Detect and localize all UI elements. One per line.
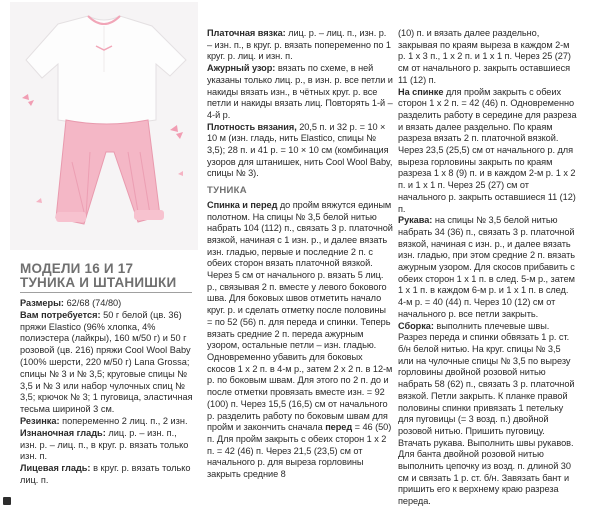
sleeves-paragraph [398, 215, 578, 320]
garter-text: лиц. р. – лиц. п., изн. р. – изн. п., в круг. р. вязать попеременно по 1 круг. р. лиц. и изн. п. [207, 28, 391, 62]
sizes-value: 62/68 (74/80) [66, 298, 122, 308]
column-2 [207, 28, 393, 481]
sleeves-label: Рукава: [398, 215, 433, 226]
back-paragraph [207, 200, 393, 481]
back-text: до пройм вяжутся единым полотном. На спицы № 3,5 белой нитью набрать 104 (112) п., связать 3 р. платочной вязкой, начиная с 1 изн. р., и далее вязать изн. гладью, первые и последние 2 п. с обеих сторон вязать платочной вязкой. Через 5 см от начального р. вязать 5 лиц. р., связывая 2 п. вместе у левого бокового шва. Для боковых швов отметить начало круг. р. и сделать отметку после половины = по 52 (56) п. для переда и спинки. Теперь вязать средние 2 п. переда ажурным узором, остальные петли – изн. гладью. Одновременно убавить для боковых скосов 1 х 2 п. в 4-м р., затем 2 х 2 п. в 12-м р. по боковым швам. Для этого по 2 п. до и после отметки провязать вместе изн. = 92 (100) п. Через 15,5 (16,5) см от начального р. разделить работу по боковым швам для пройм и закончить сначала [207, 199, 393, 433]
density-text: 20,5 п. и 32 р. = 10 × 10 м (изн. гладь, нить Elastico, спицы № 3,5); 28 п. и 41 р. = 10 × 10 см (комбинация узоров для штанишек, нить Cool Wool Baby, спицы № 3). [207, 121, 393, 179]
materials-text: 50 г белой (цв. 36) пряжи Elastico (96% хлопка, 4% полиэстера (лайкры), 160 м/50 г) и 50 г розовой (цв. 216) пряжи Cool Wool Baby (100% шерсти, 220 м/50 г) Lana Grossa; спицы № 3 и № 3,5; круговые спицы № 3,5 и № 3 или набор чулочных спиц № 3,5; крючок № 3; 1 пуговица, эластичная тесьма шириной 3 см. [20, 309, 193, 415]
knit-paragraph [20, 463, 196, 487]
back-panel-text: для пройм закрыть с обеих сторон 1 х 2 п. = 42 (46) п. Одновременно разделить работу в середине для разреза и вязать далее раздельно. По краям разреза вязать 2 п. платочной вязкой. Через 23,5 (25,5) см от начального р. для выреза горловины закрыть по краям разреза 1 х 8 (9) п. и в каждом 2-м р. 1 х 2 п. и 1 х 1 п. Через 25 (27) см от начального р. закрыть оставшиеся 11 (12) п. [398, 86, 577, 214]
rib-paragraph [20, 416, 196, 428]
model-heading [20, 262, 195, 290]
front-text: = 46 (50) п. Для пройм закрыть с обеих сторон 1 х 2 п. = 42 (46) п. Через 21,5 (23,5) см от начального р. для выреза горловины закрыть средние 8 [207, 422, 392, 480]
assembly-text: выполнить плечевые швы. Разрез переда и спинки обвязать 1 р. ст. б/н белой нитью. На круг. спицы № 3,5 или на чулочные спицы № 3,5 по вырезу горловины двойной розовой нитью набрать 58 (62) п., связать 3 р. платочной вязкой. Петли закрыть. К планке правой половины спинки привязать 1 петельку для пуговицы (= 3 возд. п.) двойной розовой нитью. Пришить пуговицу. Втачать рукава. Выполнить швы рукавов. Для банта двойной розовой нитью выполнить цепочку из возд. п. длиной 30 см и связать 1 р. ст. б/н. Завязать бант и пришить его к верхнему краю разреза переда. [398, 320, 575, 506]
photo-illustration [10, 2, 198, 250]
column-3 [398, 28, 578, 506]
page-marker [3, 497, 11, 505]
heading-rule [20, 292, 192, 293]
tunic-section-title: ТУНИКА [207, 185, 247, 197]
back-label: Спинка и перед [207, 199, 278, 210]
lace-paragraph [207, 63, 393, 122]
back-panel-paragraph [398, 87, 578, 216]
garter-label: Платочная вязка: [207, 28, 286, 38]
heading-line-1: МОДЕЛИ 16 И 17 [20, 261, 134, 276]
density-paragraph [207, 122, 393, 181]
sizes-paragraph [20, 298, 196, 310]
materials-paragraph [20, 310, 196, 416]
assembly-label: Сборка: [398, 320, 434, 331]
front-label: перед [325, 422, 353, 433]
garter-paragraph [207, 28, 393, 63]
lace-label: Ажурный узор: [207, 63, 276, 74]
rib-text: попеременно 2 лиц. п., 2 изн. [62, 415, 188, 426]
purl-label: Изнаночная гладь: [20, 427, 106, 438]
heading-line-2: ТУНИКА И ШТАНИШКИ [20, 275, 177, 290]
column-1 [20, 298, 196, 487]
lace-text: вязать по схеме, в ней указаны только лиц. р., в изн. р. все петли и накиды вязать изн., в чётных круг. р. все петли и накиды вязать лиц. Повторять 1-й – 4-й р. [207, 63, 393, 120]
product-photo [10, 2, 198, 250]
neck-paragraph: (10) п. и вязать далее раздельно, закрывая по краям выреза в каждом 2-м р. 1 х 3 п., 1 х 2 п. и 1 х 1 п. Через 25 (27) см от начального р. закрыть оставшиеся 11 (12) п. [398, 28, 571, 85]
sleeves-text: на спицы № 3,5 белой нитью набрать 34 (36) п., связать 3 р. платочной вязкой, начиная с изн. р., и далее вязать изн. гладью, при этом средние 2 п. вязать ажурным узором. Для скосов прибавить с обеих сторон 1 х 1 п. в след. 5-м р., затем 1 х 1 п. в каждом 6-м р. и 1 х 1 п. в след. 4-м р. = 40 (44) п. Через 10 (12) см от начального р. все петли закрыть. [398, 215, 576, 319]
sizes-label: Размеры: [20, 298, 64, 308]
rib-label: Резинка: [20, 415, 60, 426]
assembly-paragraph [398, 321, 578, 506]
materials-label: Вам потребуется: [20, 309, 101, 320]
purl-paragraph [20, 428, 196, 463]
knit-label: Лицевая гладь: [20, 463, 91, 474]
density-label: Плотность вязания, [207, 121, 297, 132]
purl-text: лиц. р. – изн. п., изн. р. – лиц. п., в круг. р. вязать только изн. п. [20, 427, 189, 462]
back-panel-label: На спинке [398, 86, 444, 97]
knit-text: в круг. р. вязать только лиц. п. [20, 463, 191, 485]
